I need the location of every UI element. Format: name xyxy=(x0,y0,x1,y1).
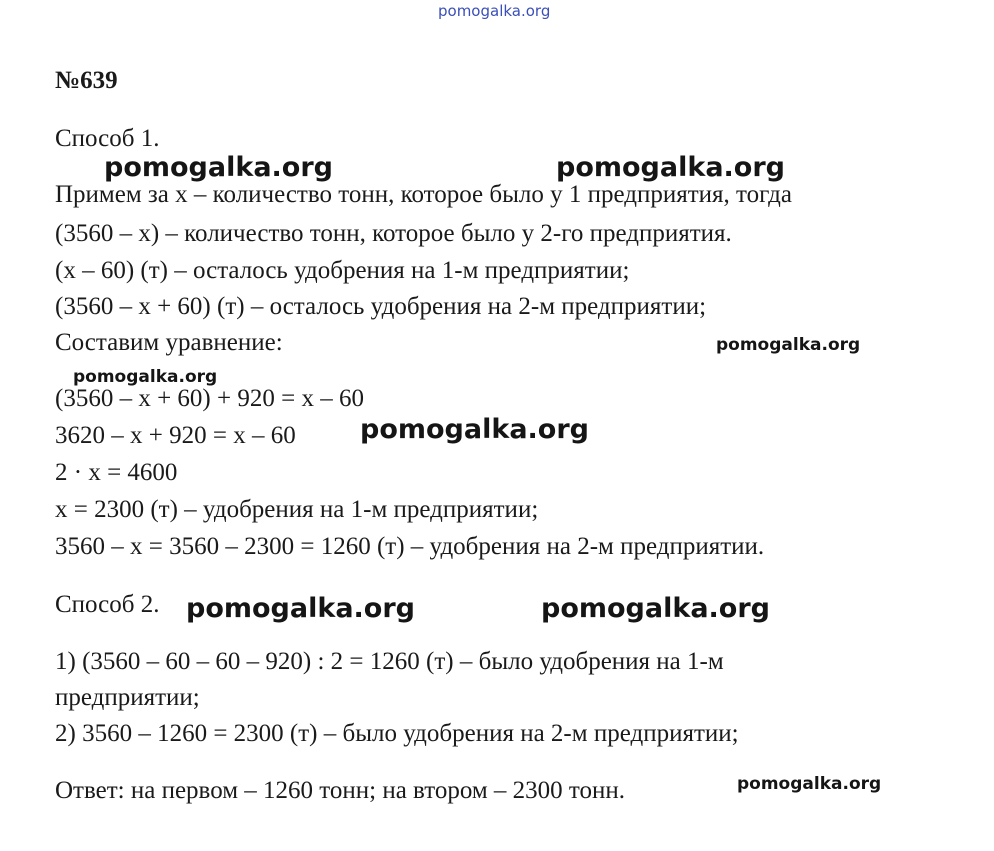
method-1-line: (3560 – x) – количество тонн, которое было у 2-го предприятия. xyxy=(55,220,732,247)
watermark: pomogalka.org xyxy=(360,414,589,445)
header-watermark: pomogalka.org xyxy=(438,2,551,20)
watermark: pomogalka.org xyxy=(541,593,770,624)
equation-line: x = 2300 (т) – удобрения на 1-м предприятии; xyxy=(55,496,539,523)
equation-line: 3560 – x = 3560 – 2300 = 1260 (т) – удобрения на 2-м предприятии. xyxy=(55,533,765,560)
answer-line: Ответ: на первом – 1260 тонн; на втором – 2300 тонн. xyxy=(55,777,626,804)
method-1-line: (x – 60) (т) – осталось удобрения на 1-м предприятии; xyxy=(55,257,630,284)
watermark: pomogalka.org xyxy=(556,152,785,183)
equation-line: 3620 – x + 920 = x – 60 xyxy=(55,422,296,449)
method-1-line: (3560 – x + 60) (т) – осталось удобрения на 2-м предприятии; xyxy=(55,293,707,320)
method-2-line: предприятии; xyxy=(55,684,200,711)
watermark: pomogalka.org xyxy=(716,335,861,355)
equation-line: (3560 – x + 60) + 920 = x – 60 xyxy=(55,385,364,412)
method-2-line: 1) (3560 – 60 – 60 – 920) : 2 = 1260 (т) – было удобрения на 1-м xyxy=(55,648,724,675)
watermark: pomogalka.org xyxy=(737,774,882,794)
method-2-line: 2) 3560 – 1260 = 2300 (т) – было удобрения на 2-м предприятии; xyxy=(55,720,739,747)
problem-number: №639 xyxy=(55,67,118,94)
watermark: pomogalka.org xyxy=(186,593,415,624)
equation-line: 2 · x = 4600 xyxy=(55,459,178,486)
method-1-line: Составим уравнение: xyxy=(55,329,283,356)
method-2-heading: Способ 2. xyxy=(55,591,160,618)
method-1-heading: Способ 1. xyxy=(55,125,160,152)
method-1-line: Примем за x – количество тонн, которое было у 1 предприятия, тогда xyxy=(55,181,792,208)
watermark: pomogalka.org xyxy=(104,152,333,183)
watermark: pomogalka.org xyxy=(73,367,218,387)
